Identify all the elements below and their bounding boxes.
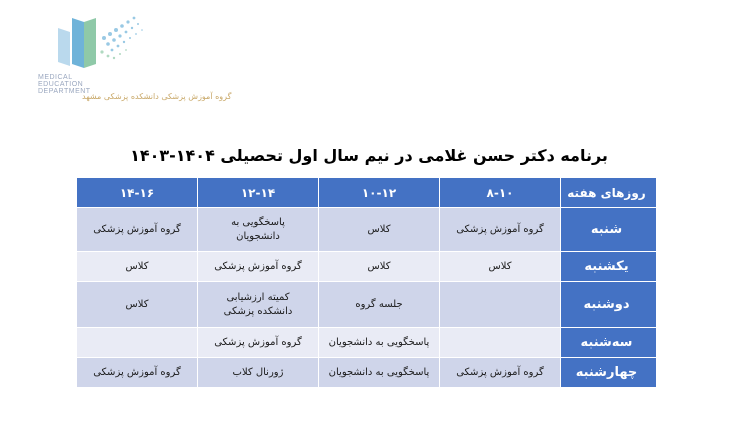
logo-english-text: MEDICAL EDUCATION DEPARTMENT bbox=[38, 74, 91, 95]
day-label: یکشنبه bbox=[561, 252, 657, 282]
table-cell bbox=[77, 328, 198, 358]
header-slot-2: ۱۰-۱۲ bbox=[319, 178, 440, 208]
table-cell: پاسخگویی به دانشجویان bbox=[319, 328, 440, 358]
table-row bbox=[77, 282, 657, 328]
table-cell: گروه آموزش پزشکی bbox=[198, 252, 319, 282]
table-cell: گروه آموزش پزشکی bbox=[198, 328, 319, 358]
header-row bbox=[77, 178, 657, 208]
table-cell: کلاس bbox=[319, 208, 440, 252]
logo-persian-caption: گروه آموزش پزشکی دانشکده پزشکی مشهد bbox=[82, 92, 232, 101]
table-cell: پاسخگویی به دانشجویان bbox=[319, 358, 440, 388]
table-cell: گروه آموزش پزشکی bbox=[77, 208, 198, 252]
table-row bbox=[77, 358, 657, 388]
table-cell: ژورنال کلاب bbox=[198, 358, 319, 388]
table-cell bbox=[440, 282, 561, 328]
table-cell: کلاس bbox=[440, 252, 561, 282]
day-label: شنبه bbox=[561, 208, 657, 252]
department-logo bbox=[24, 8, 232, 108]
page-title: برنامه دکتر حسن غلامی در نیم سال اول تحصیلی ۱۴۰۴-۱۴۰۳ bbox=[130, 146, 608, 165]
header-slot-1: ۸-۱۰ bbox=[440, 178, 561, 208]
table-cell: پاسخگویی به دانشجویان bbox=[198, 208, 319, 252]
table-cell: کلاس bbox=[319, 252, 440, 282]
table-row bbox=[77, 252, 657, 282]
day-label: دوشنبه bbox=[561, 282, 657, 328]
table-cell: گروه آموزش پزشکی bbox=[440, 208, 561, 252]
day-label: سه‌شنبه bbox=[561, 328, 657, 358]
logo-emblem-icon bbox=[24, 8, 174, 78]
table-cell: کلاس bbox=[77, 282, 198, 328]
table-cell: کمیته ارزشیابی دانشکده پزشکی bbox=[198, 282, 319, 328]
header-slot-3: ۱۲-۱۴ bbox=[198, 178, 319, 208]
table-cell bbox=[440, 328, 561, 358]
table-row bbox=[77, 208, 657, 252]
table-cell: جلسه گروه bbox=[319, 282, 440, 328]
table-cell: گروه آموزش پزشکی bbox=[77, 358, 198, 388]
header-days: روزهای هفته bbox=[561, 178, 657, 208]
header-slot-4: ۱۴-۱۶ bbox=[77, 178, 198, 208]
table-row bbox=[77, 328, 657, 358]
table-cell: کلاس bbox=[77, 252, 198, 282]
table-cell: گروه آموزش پزشکی bbox=[440, 358, 561, 388]
day-label: چهارشنبه bbox=[561, 358, 657, 388]
schedule-table bbox=[76, 177, 657, 388]
